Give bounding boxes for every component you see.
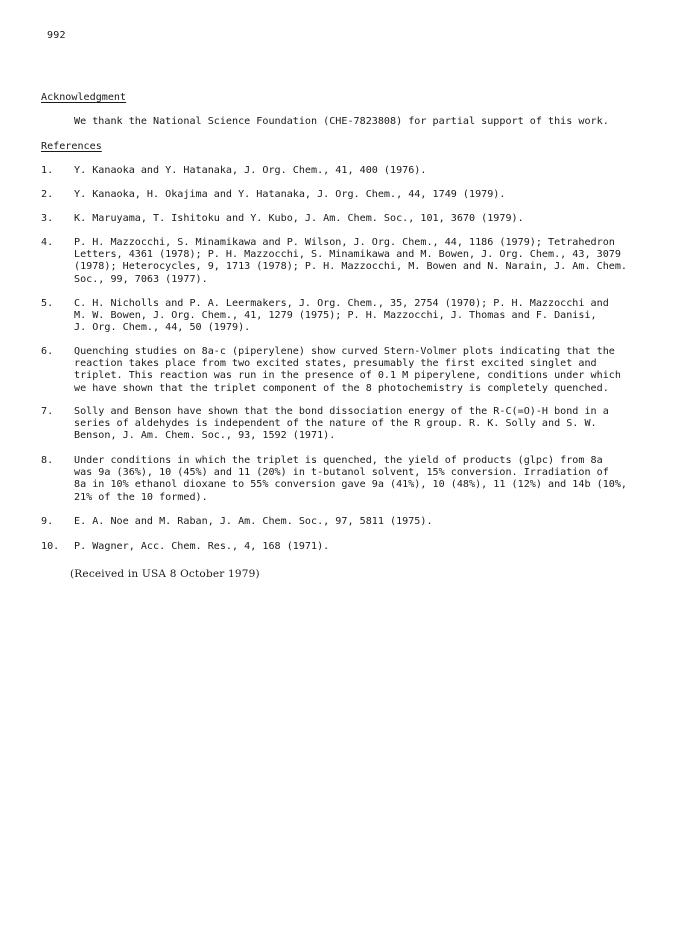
reference-line: triplet. This reaction was run in the presence of 0.1 M piperylene, conditions under which [74,370,621,382]
reference-line: Soc., 99, 7063 (1977). [74,273,208,285]
reference-line: reaction takes place from two excited states, presumably the first excited singlet and [74,358,597,370]
reference-number: 2. [41,189,54,200]
page-number: 992 [47,30,66,41]
reference-line: Y. Kanaoka and Y. Hatanaka, J. Org. Chem., 41, 400 (1976). [74,165,427,176]
reference-text [74,189,656,201]
reference-number: 5. [41,298,54,309]
reference-text [74,516,656,528]
reference-number: 6. [41,346,54,357]
reference-text [74,541,656,553]
reference-line: Solly and Benson have shown that the bond dissociation energy of the R-C(=O)-H bond in a [74,406,609,417]
reference-line: series of aldehydes is independent of the nature of the R group. R. K. Solly and S. W. [74,418,597,430]
reference-text [74,165,656,177]
reference-line: 8a in 10% ethanol dioxane to 55% conversion gave 9a (41%), 10 (48%), 11 (12%) and 14b (10%, [74,479,628,491]
reference-line: E. A. Noe and M. Raban, J. Am. Chem. Soc., 97, 5811 (1975). [74,516,433,527]
acknowledgment-heading: Acknowledgment [41,92,127,103]
reference-line: J. Org. Chem., 44, 50 (1979). [74,322,251,334]
reference-number: 10. [41,541,60,552]
reference-line: P. Wagner, Acc. Chem. Res., 4, 168 (1971). [74,541,330,552]
reference-line: K. Maruyama, T. Ishitoku and Y. Kubo, J. Am. Chem. Soc., 101, 3670 (1979). [74,213,524,224]
reference-number: 7. [41,406,54,417]
reference-line: Quenching studies on 8a-c (piperylene) show curved Stern-Volmer plots indicating that the [74,346,615,357]
reference-line: 21% of the 10 formed). [74,491,208,503]
reference-number: 8. [41,455,54,466]
reference-line: M. W. Bowen, J. Org. Chem., 41, 1279 (1975); P. H. Mazzocchi, J. Thomas and F. Danisi, [74,310,597,322]
reference-text [74,455,656,504]
received-date: (Received in USA 8 October 1979) [70,568,260,580]
reference-line: we have shown that the triplet component of the 8 photochemistry is completely quenched. [74,382,609,394]
reference-line: P. H. Mazzocchi, S. Minamikawa and P. Wilson, J. Org. Chem., 44, 1186 (1979); Tetrahedron [74,237,615,248]
reference-line: (1978); Heterocycles, 9, 1713 (1978); P. H. Mazzocchi, M. Bowen and N. Narain, J. Am. Chem. [74,261,628,273]
reference-number: 9. [41,516,54,527]
reference-number: 1. [41,165,54,176]
reference-line: Y. Kanaoka, H. Okajima and Y. Hatanaka, J. Org. Chem., 44, 1749 (1979). [74,189,506,200]
reference-line: was 9a (36%), 10 (45%) and 11 (20%) in t-butanol solvent, 15% conversion. Irradiation of [74,467,609,479]
reference-number: 4. [41,237,54,248]
reference-number: 3. [41,213,54,224]
acknowledgment-body: We thank the National Science Foundation (CHE-7823808) for partial support of this work. [74,116,609,127]
reference-line: C. H. Nicholls and P. A. Leermakers, J. Org. Chem., 35, 2754 (1970); P. H. Mazzocchi and [74,298,609,309]
reference-text [74,237,656,286]
references-heading: References [41,141,102,152]
reference-line: Letters, 4361 (1978); P. H. Mazzocchi, S. Minamikawa and M. Bowen, J. Org. Chem., 43, 3079 [74,249,621,261]
reference-text [74,346,656,395]
reference-text [74,213,656,225]
reference-line: Benson, J. Am. Chem. Soc., 93, 1592 (1971). [74,430,336,442]
reference-text [74,406,656,443]
reference-line: Under conditions in which the triplet is quenched, the yield of products (glpc) from 8a [74,455,603,466]
reference-text [74,298,656,335]
